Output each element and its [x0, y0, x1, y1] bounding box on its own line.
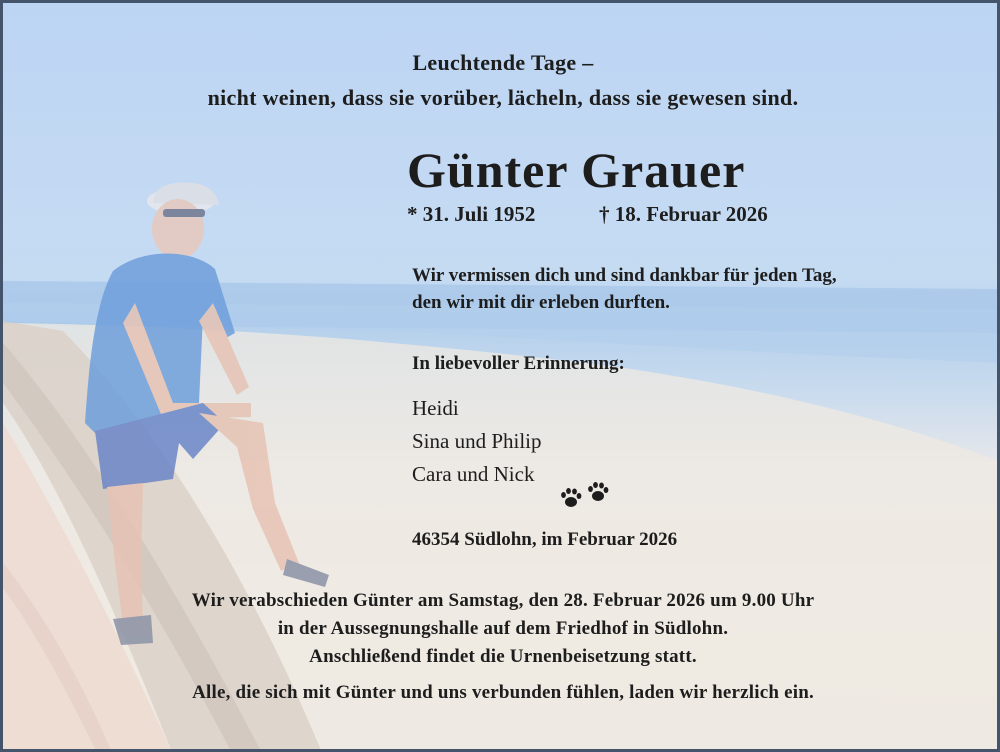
death-date: † 18. Februar 2026	[599, 202, 768, 226]
place-and-date: 46354 Südlohn, im Februar 2026	[412, 529, 678, 550]
motto-line-1: Leuchtende Tage –	[412, 50, 594, 75]
motto-line-2: nicht weinen, dass sie vorüber, lächeln, dass sie gewesen sind.	[207, 85, 799, 110]
ceremony-line-1: Wir verabschieden Günter am Samstag, den 28. Februar 2026 um 9.00 Uhr	[191, 590, 815, 611]
motto	[3, 45, 1000, 115]
deceased-name: Günter Grauer	[407, 142, 746, 198]
memory-heading: In liebevoller Erinnerung:	[412, 353, 625, 374]
ceremony-details	[3, 587, 1000, 671]
ceremony-line-3: Anschließend findet die Urnenbeisetzung statt.	[309, 646, 697, 667]
mourner-name: Cara und Nick	[412, 462, 535, 486]
thanks-text	[412, 262, 837, 316]
mourner-list	[412, 392, 542, 491]
thanks-line-2: den wir mit dir erleben durften.	[412, 292, 670, 313]
paw-prints-icon	[559, 481, 611, 511]
ceremony-line-2: in der Aussegnungshalle auf dem Friedhof in Südlohn.	[277, 618, 729, 639]
mourner-name: Heidi	[412, 396, 459, 420]
invitation-text: Alle, die sich mit Günter und uns verbunden fühlen, laden wir herzlich ein.	[192, 682, 814, 703]
thanks-line-1: Wir vermissen dich und sind dankbar für jeden Tag,	[412, 265, 837, 286]
mourner-name: Sina und Philip	[412, 429, 542, 453]
birth-date: * 31. Juli 1952	[407, 202, 536, 226]
